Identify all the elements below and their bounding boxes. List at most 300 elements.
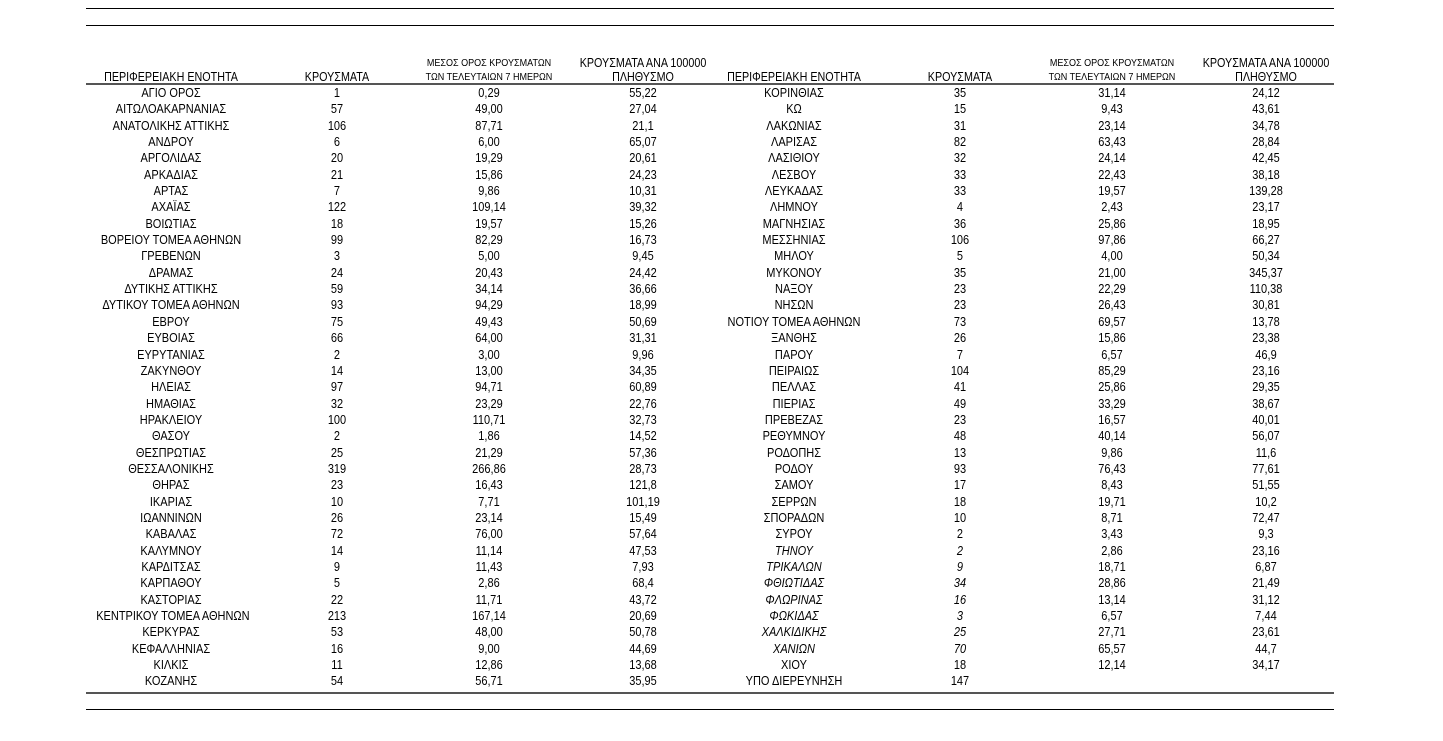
cell-cases: 57 [330, 102, 344, 117]
cell-per100k: 46,9 [1255, 347, 1277, 362]
cell-avg7: 0,29 [478, 86, 500, 100]
cell-region: ΝΟΤΙΟΥ ΤΟΜΕΑ ΑΘΗΝΩΝ [727, 314, 861, 329]
cell-per100k: 50,69 [629, 314, 657, 329]
cell-cases: 73 [953, 314, 967, 329]
cell-per100k: 28,73 [629, 461, 657, 476]
cell-cases: 41 [953, 380, 967, 395]
cell-region: ΚΟΡΙΝΘΙΑΣ [764, 86, 824, 100]
cell-region: ΛΕΥΚΑΔΑΣ [764, 184, 824, 199]
cell-region: ΓΡΕΒΕΝΩΝ [141, 249, 201, 264]
cell-per100k: 24,12 [1252, 86, 1280, 100]
cell-cases: 104 [950, 363, 970, 378]
cell-region: ΝΑΞΟΥ [775, 282, 813, 297]
cell-per100k: 38,18 [1252, 167, 1280, 182]
cell-per100k: 18,95 [1252, 216, 1280, 231]
cell-avg7: 56,71 [475, 674, 503, 689]
cell-per100k: 10,2 [1255, 494, 1277, 509]
cell-avg7: 6,00 [478, 135, 500, 150]
cell-cases: 72 [330, 527, 344, 542]
cell-per100k: 34,17 [1252, 658, 1280, 673]
cell-per100k: 21,1 [632, 118, 654, 133]
cell-avg7: 21,29 [475, 445, 503, 460]
cell-cases: 10 [953, 510, 967, 525]
cell-cases: 26 [330, 510, 344, 525]
cell-region: ΠΙΕΡΙΑΣ [772, 396, 816, 411]
cell-region: ΘΗΡΑΣ [152, 478, 190, 493]
cell-per100k: 43,61 [1252, 102, 1280, 117]
cell-region: ΝΗΣΩΝ [774, 298, 814, 313]
cell-cases: 22 [330, 592, 344, 607]
cell-avg7: 18,71 [1098, 559, 1126, 574]
cell-avg7: 8,43 [1101, 478, 1123, 493]
cell-avg7: 11,71 [475, 592, 503, 607]
cell-cases: 9 [956, 559, 964, 574]
cell-region: ΤΗΝΟΥ [775, 543, 813, 558]
cell-avg7: 64,00 [475, 331, 503, 346]
cell-region: ΛΕΣΒΟΥ [771, 167, 817, 182]
cell-cases: 32 [953, 151, 967, 166]
cell-region: ΒΟΡΕΙΟΥ ΤΟΜΕΑ ΑΘΗΝΩΝ [100, 233, 242, 248]
cell-avg7: 85,29 [1098, 363, 1126, 378]
cell-region: ΚΑΡΠΑΘΟΥ [140, 576, 202, 591]
cell-avg7: 21,00 [1098, 265, 1126, 280]
cell-per100k: 16,73 [629, 233, 657, 248]
cell-per100k: 51,55 [1252, 478, 1280, 493]
cell-region: ΥΠΟ ΔΙΕΡΕΥΝΗΣΗ [745, 674, 843, 689]
cell-cases: 34 [953, 576, 967, 591]
cell-avg7: 11,14 [475, 543, 503, 558]
cell-region: ΜΕΣΣΗΝΙΑΣ [762, 233, 826, 248]
cell-per100k: 24,23 [629, 167, 657, 182]
cell-per100k: 34,35 [629, 363, 657, 378]
cell-per100k: 56,07 [1252, 429, 1280, 444]
cell-per100k: 32,73 [629, 412, 657, 427]
header-per100k-line1: ΚΡΟΥΣΜΑΤΑ ΑΝΑ 100000 [1202, 56, 1330, 70]
cell-avg7: 23,14 [1098, 118, 1126, 133]
cell-avg7: 2,86 [1101, 543, 1123, 558]
cell-cases: 35 [953, 265, 967, 280]
cell-per100k: 68,4 [632, 576, 654, 591]
cell-region: ΗΛΕΙΑΣ [151, 380, 191, 395]
cell-per100k: 77,61 [1252, 461, 1280, 476]
cell-region: ΚΩ [786, 102, 802, 117]
cell-region: ΗΡΑΚΛΕΙΟΥ [139, 412, 203, 427]
header-avg7-line2: ΤΩΝ ΤΕΛΕΥΤΑΙΩΝ 7 ΗΜΕΡΩΝ [1048, 70, 1176, 83]
cell-per100k: 65,07 [629, 135, 657, 150]
cell-region: ΚΕΦΑΛΛΗΝΙΑΣ [131, 641, 211, 656]
cell-region: ΘΕΣΣΑΛΟΝΙΚΗΣ [128, 461, 214, 476]
cell-cases: 97 [330, 380, 344, 395]
cell-cases: 122 [327, 200, 347, 215]
cell-avg7: 49,00 [475, 102, 503, 117]
cell-avg7: 49,43 [475, 314, 503, 329]
cell-cases: 33 [953, 184, 967, 199]
cell-cases: 1 [333, 86, 341, 100]
cell-avg7: 2,86 [478, 576, 500, 591]
cell-region: ΠΕΙΡΑΙΩΣ [768, 363, 820, 378]
cell-avg7: 22,29 [1098, 282, 1126, 297]
cell-avg7: 23,14 [475, 510, 503, 525]
cell-region: ΑΝΔΡΟΥ [148, 135, 194, 150]
cell-per100k: 18,99 [629, 298, 657, 313]
header-avg7 [420, 57, 558, 84]
cell-avg7: 110,71 [472, 412, 506, 427]
cell-region: ΑΝΑΤΟΛΙΚΗΣ ΑΤΤΙΚΗΣ [112, 118, 230, 133]
cell-avg7: 9,00 [478, 641, 500, 656]
cell-avg7: 167,14 [472, 609, 506, 623]
cell-avg7: 94,71 [475, 380, 503, 395]
cell-per100k: 38,67 [1252, 396, 1280, 411]
cell-per100k: 6,87 [1255, 559, 1277, 574]
cell-cases: 53 [330, 625, 344, 640]
cell-cases: 2 [333, 347, 341, 362]
cell-cases: 59 [330, 282, 344, 297]
cell-region: ΜΑΓΝΗΣΙΑΣ [762, 216, 826, 231]
cell-region: ΔΡΑΜΑΣ [148, 265, 194, 280]
cell-avg7: 19,29 [475, 151, 503, 166]
cell-per100k: 42,45 [1252, 151, 1280, 166]
cell-region: ΙΚΑΡΙΑΣ [149, 494, 193, 509]
cell-cases: 2 [956, 527, 964, 542]
cell-avg7: 5,00 [478, 249, 500, 264]
cell-per100k: 28,84 [1252, 135, 1280, 150]
cell-avg7: 7,71 [478, 494, 500, 509]
cell-per100k: 44,69 [629, 641, 657, 656]
cell-avg7: 2,43 [1101, 200, 1123, 215]
header-region: ΠΕΡΙΦΕΡΕΙΑΚΗ ΕΝΟΤΗΤΑ [727, 70, 861, 84]
cell-per100k: 34,78 [1252, 118, 1280, 133]
cell-region: ΕΥΒΟΙΑΣ [147, 331, 195, 346]
cell-per100k: 23,17 [1252, 200, 1280, 215]
cell-region: ΒΟΙΩΤΙΑΣ [145, 216, 197, 231]
header-per100k [1197, 56, 1335, 84]
cell-region: ΑΓΙΟ ΟΡΟΣ [141, 86, 201, 100]
cell-avg7: 63,43 [1098, 135, 1126, 150]
cell-avg7: 13,14 [1098, 592, 1126, 607]
cell-avg7: 24,14 [1098, 151, 1126, 166]
cell-cases: 20 [330, 151, 344, 166]
cell-cases: 18 [953, 494, 967, 509]
cell-avg7: 27,71 [1098, 625, 1126, 640]
cell-cases: 35 [953, 86, 967, 100]
cell-per100k: 30,81 [1252, 298, 1280, 313]
cell-region: ΚΑΣΤΟΡΙΑΣ [140, 592, 202, 607]
cell-avg7: 9,43 [1101, 102, 1123, 117]
cell-avg7: 8,71 [1101, 510, 1123, 525]
cell-per100k: 345,37 [1249, 265, 1283, 280]
cell-region: ΛΑΡΙΣΑΣ [770, 135, 818, 150]
cell-region: ΚΑΒΑΛΑΣ [145, 527, 197, 542]
cell-avg7: 94,29 [475, 298, 503, 313]
cell-cases: 70 [953, 641, 967, 656]
cell-avg7: 15,86 [1098, 331, 1126, 346]
cell-region: ΛΗΜΝΟΥ [770, 200, 818, 215]
cell-per100k: 23,61 [1252, 625, 1280, 640]
cell-cases: 24 [330, 265, 344, 280]
cell-region: ΧΑΛΚΙΔΙΚΗΣ [761, 625, 827, 640]
cell-per100k: 29,35 [1252, 380, 1280, 395]
cell-per100k: 9,3 [1258, 527, 1274, 542]
header-avg7-line1: ΜΕΣΟΣ ΟΡΟΣ ΚΡΟΥΣΜΑΤΩΝ [1049, 57, 1175, 69]
cell-region: ΛΑΣΙΘΙΟΥ [768, 151, 820, 166]
cell-avg7: 266,86 [472, 461, 506, 476]
cell-avg7: 109,14 [472, 200, 506, 215]
cell-avg7: 31,14 [1098, 86, 1126, 100]
cell-per100k: 9,45 [632, 249, 654, 264]
cell-avg7: 65,57 [1098, 641, 1126, 656]
cell-per100k: 22,76 [629, 396, 657, 411]
cell-region: ΧΙΟΥ [781, 658, 807, 673]
cell-region: ΔΥΤΙΚΗΣ ΑΤΤΙΚΗΣ [124, 282, 218, 297]
cell-region: ΠΡΕΒΕΖΑΣ [764, 412, 824, 427]
cell-avg7: 23,29 [475, 396, 503, 411]
cell-cases: 82 [953, 135, 967, 150]
cell-per100k: 44,7 [1255, 641, 1277, 656]
cell-cases: 18 [953, 658, 967, 673]
cell-region: ΚΑΡΔΙΤΣΑΣ [141, 559, 201, 574]
cell-avg7: 16,57 [1098, 412, 1126, 427]
cell-per100k: 35,95 [629, 674, 657, 689]
cell-avg7: 4,00 [1101, 249, 1123, 264]
cell-per100k: 31,31 [629, 331, 657, 346]
header-cases: ΚΡΟΥΣΜΑΤΑ [304, 70, 370, 84]
cell-region: ΦΩΚΙΔΑΣ [769, 609, 819, 623]
cell-cases: 23 [330, 478, 344, 493]
header-avg7 [1043, 57, 1181, 84]
cell-cases: 3 [956, 609, 964, 623]
cell-region: ΑΧΑΪΑΣ [151, 200, 191, 215]
cell-cases: 93 [330, 298, 344, 313]
cell-per100k: 66,27 [1252, 233, 1280, 248]
cell-cases: 17 [953, 478, 967, 493]
cell-region: ΚΑΛΥΜΝΟΥ [140, 543, 202, 558]
cell-region: ΙΩΑΝΝΙΝΩΝ [140, 510, 202, 525]
cell-cases: 15 [953, 102, 967, 117]
cell-region: ΕΒΡΟΥ [152, 314, 190, 329]
cell-per100k: 57,64 [629, 527, 657, 542]
cell-avg7: 26,43 [1098, 298, 1126, 313]
cell-per100k: 20,61 [629, 151, 657, 166]
cell-avg7: 3,43 [1101, 527, 1123, 542]
cell-cases: 48 [953, 429, 967, 444]
cell-cases: 21 [330, 167, 344, 182]
cell-per100k: 27,04 [629, 102, 657, 117]
cell-per100k: 101,19 [626, 494, 660, 509]
cell-per100k: 23,16 [1252, 543, 1280, 558]
cell-region: ΦΘΙΩΤΙΔΑΣ [763, 576, 825, 591]
cell-per100k: 72,47 [1252, 510, 1280, 525]
cell-cases: 5 [333, 576, 341, 591]
cell-avg7: 9,86 [478, 184, 500, 199]
cell-avg7: 97,86 [1098, 233, 1126, 248]
cell-avg7: 22,43 [1098, 167, 1126, 182]
cell-per100k: 36,66 [629, 282, 657, 297]
cell-cases: 106 [950, 233, 970, 248]
cell-per100k: 10,31 [629, 184, 657, 199]
cell-cases: 10 [330, 494, 344, 509]
cell-per100k: 60,89 [629, 380, 657, 395]
cell-region: ΕΥΡΥΤΑΝΙΑΣ [137, 347, 205, 362]
cell-region: ΑΡΤΑΣ [153, 184, 189, 199]
cell-avg7: 76,43 [1098, 461, 1126, 476]
header-per100k [574, 56, 712, 84]
cell-per100k: 21,49 [1252, 576, 1280, 591]
cell-avg7: 9,86 [1101, 445, 1123, 460]
top-rule [86, 8, 1334, 9]
cell-avg7: 76,00 [475, 527, 503, 542]
cell-per100k: 9,96 [632, 347, 654, 362]
cell-cases: 23 [953, 282, 967, 297]
cell-cases: 5 [956, 249, 964, 264]
cell-cases: 16 [330, 641, 344, 656]
cell-avg7: 16,43 [475, 478, 503, 493]
cell-per100k: 50,34 [1252, 249, 1280, 264]
cell-region: ΜΥΚΟΝΟΥ [766, 265, 822, 280]
cell-region: ΠΕΛΛΑΣ [771, 380, 817, 395]
cell-avg7: 15,86 [475, 167, 503, 182]
cell-avg7: 48,00 [475, 625, 503, 640]
cell-avg7: 13,00 [475, 363, 503, 378]
cell-per100k: 23,38 [1252, 331, 1280, 346]
cell-cases: 6 [333, 135, 341, 150]
cell-region: ΘΕΣΠΡΩΤΙΑΣ [135, 445, 207, 460]
cell-region: ΗΜΑΘΙΑΣ [146, 396, 196, 411]
cell-avg7: 25,86 [1098, 216, 1126, 231]
cell-region: ΣΕΡΡΩΝ [771, 494, 817, 509]
cell-cases: 54 [330, 674, 344, 689]
cell-cases: 14 [330, 543, 344, 558]
header-per100k-line2: ΠΛΗΘΥΣΜΟ [612, 70, 674, 84]
cell-avg7: 20,43 [475, 265, 503, 280]
cell-avg7: 12,86 [475, 658, 503, 673]
cell-cases: 3 [333, 249, 341, 264]
cell-cases: 106 [327, 118, 347, 133]
cell-avg7: 28,86 [1098, 576, 1126, 591]
cell-region: ΔΥΤΙΚΟΥ ΤΟΜΕΑ ΑΘΗΝΩΝ [102, 298, 240, 313]
cell-avg7: 11,43 [475, 559, 503, 574]
cell-avg7: 33,29 [1098, 396, 1126, 411]
cell-region: ΤΡΙΚΑΛΩΝ [766, 559, 822, 574]
cell-per100k: 13,78 [1252, 314, 1280, 329]
cell-cases: 26 [953, 331, 967, 346]
cell-cases: 2 [956, 543, 964, 558]
top-rule-2 [86, 25, 1334, 26]
cell-cases: 2 [333, 429, 341, 444]
cell-avg7: 6,57 [1101, 347, 1123, 362]
cell-cases: 7 [956, 347, 964, 362]
cell-region: ΑΡΓΟΛΙΔΑΣ [140, 151, 202, 166]
header-avg7-line2: ΤΩΝ ΤΕΛΕΥΤΑΙΩΝ 7 ΗΜΕΡΩΝ [425, 70, 553, 83]
cell-avg7: 19,57 [475, 216, 503, 231]
header-region: ΠΕΡΙΦΕΡΕΙΑΚΗ ΕΝΟΤΗΤΑ [104, 70, 238, 84]
cell-region: ΡΟΔΟΥ [774, 461, 814, 476]
cell-region: ΑΙΤΩΛΟΑΚΑΡΝΑΝΙΑΣ [115, 102, 227, 117]
cell-region: ΣΥΡΟΥ [775, 527, 813, 542]
cell-avg7: 1,86 [478, 429, 500, 444]
cell-region: ΚΙΛΚΙΣ [153, 658, 189, 673]
cell-cases: 147 [950, 674, 970, 689]
cell-per100k: 110,38 [1249, 282, 1283, 297]
cell-avg7: 69,57 [1098, 314, 1126, 329]
cell-region: ΘΑΣΟΥ [151, 429, 191, 444]
cell-cases: 99 [330, 233, 344, 248]
cell-cases: 31 [953, 118, 967, 133]
cell-region: ΚΕΝΤΡΙΚΟΥ ΤΟΜΕΑ ΑΘΗΝΩΝ [96, 609, 250, 623]
cell-per100k: 23,16 [1252, 363, 1280, 378]
cell-cases: 14 [330, 363, 344, 378]
cell-per100k: 11,6 [1255, 445, 1277, 460]
bottom-rule [86, 692, 1334, 694]
cell-cases: 93 [953, 461, 967, 476]
cell-avg7: 19,71 [1098, 494, 1126, 509]
cell-cases: 4 [956, 200, 964, 215]
cell-avg7: 82,29 [475, 233, 503, 248]
cell-region: ΡΟΔΟΠΗΣ [766, 445, 822, 460]
cell-avg7: 40,14 [1098, 429, 1126, 444]
cell-avg7: 12,14 [1098, 658, 1126, 673]
cell-cases: 25 [953, 625, 967, 640]
cell-cases: 16 [953, 592, 967, 607]
cell-avg7: 25,86 [1098, 380, 1126, 395]
cell-per100k: 13,68 [629, 658, 657, 673]
cell-cases: 66 [330, 331, 344, 346]
cell-region: ΑΡΚΑΔΙΑΣ [144, 167, 198, 182]
cell-per100k: 57,36 [629, 445, 657, 460]
cell-per100k: 15,49 [629, 510, 657, 525]
cell-avg7: 34,14 [475, 282, 503, 297]
header-cases: ΚΡΟΥΣΜΑΤΑ [927, 70, 993, 84]
cell-region: ΞΑΝΘΗΣ [771, 331, 817, 346]
cell-region: ΚΟΖΑΝΗΣ [144, 674, 198, 689]
header-per100k-line2: ΠΛΗΘΥΣΜΟ [1235, 70, 1297, 84]
header-per100k-line1: ΚΡΟΥΣΜΑΤΑ ΑΝΑ 100000 [579, 56, 707, 70]
cell-per100k: 14,52 [629, 429, 657, 444]
cell-per100k: 20,69 [629, 609, 657, 623]
cell-per100k: 40,01 [1252, 412, 1280, 427]
cell-per100k: 24,42 [629, 265, 657, 280]
cell-cases: 32 [330, 396, 344, 411]
bottom-rule-2 [86, 709, 1334, 710]
cell-avg7: 87,71 [475, 118, 503, 133]
cell-per100k: 55,22 [629, 86, 657, 100]
cell-region: ΚΕΡΚΥΡΑΣ [142, 625, 200, 640]
cell-cases: 23 [953, 412, 967, 427]
cell-region: ΧΑΝΙΩΝ [773, 641, 815, 656]
cell-cases: 23 [953, 298, 967, 313]
cell-cases: 25 [330, 445, 344, 460]
cell-per100k: 15,26 [629, 216, 657, 231]
cell-region: ΣΑΜΟΥ [774, 478, 814, 493]
cell-cases: 49 [953, 396, 967, 411]
cell-region: ΣΠΟΡΑΔΩΝ [763, 510, 825, 525]
cell-per100k: 7,93 [632, 559, 654, 574]
cell-region: ΜΗΛΟΥ [774, 249, 814, 264]
cell-region: ΦΛΩΡΙΝΑΣ [765, 592, 823, 607]
cell-per100k: 139,28 [1249, 184, 1283, 199]
cell-cases: 319 [327, 461, 347, 476]
cell-cases: 75 [330, 314, 344, 329]
cell-avg7: 3,00 [478, 347, 500, 362]
cell-per100k: 7,44 [1255, 609, 1277, 623]
cell-cases: 7 [333, 184, 341, 199]
cell-cases: 13 [953, 445, 967, 460]
cell-cases: 213 [327, 609, 347, 623]
cell-cases: 33 [953, 167, 967, 182]
cell-region: ΠΑΡΟΥ [774, 347, 814, 362]
cell-cases: 18 [330, 216, 344, 231]
header-avg7-line1: ΜΕΣΟΣ ΟΡΟΣ ΚΡΟΥΣΜΑΤΩΝ [426, 57, 552, 69]
cell-region: ΖΑΚΥΝΘΟΥ [140, 363, 202, 378]
